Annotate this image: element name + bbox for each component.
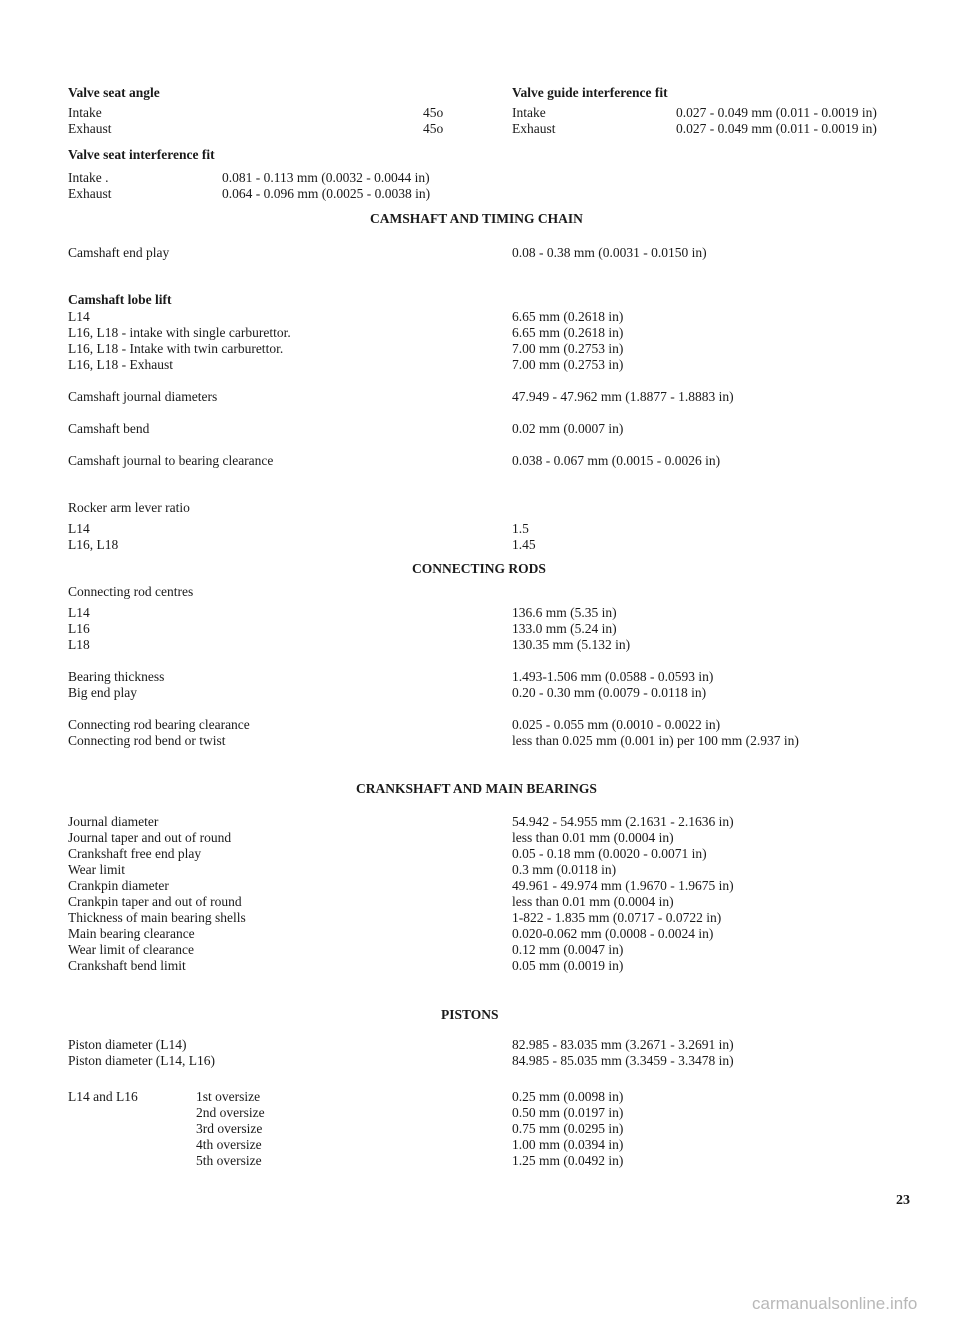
lobe-lift-label: L16, L18 - Intake with twin carburettor. xyxy=(68,341,284,356)
piston-diameter-value: 82.985 - 83.035 mm (3.2671 - 3.2691 in) xyxy=(512,1037,734,1052)
rocker-ratio-label: L16, L18 xyxy=(68,537,119,552)
crank-spec-label: Crankpin diameter xyxy=(68,878,169,893)
big-end-play-label: Big end play xyxy=(68,685,137,700)
rod-centre-label: L14 xyxy=(68,605,90,620)
rod-centre-label: L18 xyxy=(68,637,90,652)
crank-spec-label: Crankshaft bend limit xyxy=(68,958,186,973)
valve-seat-angle-exhaust-value: 45o xyxy=(423,121,444,136)
crank-spec-label: Crankshaft free end play xyxy=(68,846,202,861)
camshaft-end-play-value: 0.08 - 0.38 mm (0.0031 - 0.0150 in) xyxy=(512,245,707,260)
rod-centre-label: L16 xyxy=(68,621,90,636)
crank-spec-label: Crankpin taper and out of round xyxy=(68,894,242,909)
oversize-label: 2nd oversize xyxy=(196,1105,265,1120)
watermark: carmanualsonline.info xyxy=(752,1294,918,1313)
camshaft-clearance-value: 0.038 - 0.067 mm (0.0015 - 0.0026 in) xyxy=(512,453,721,468)
big-end-play-value: 0.20 - 0.30 mm (0.0079 - 0.0118 in) xyxy=(512,685,707,700)
valve-seat-fit-exhaust-value: 0.064 - 0.096 mm (0.0025 - 0.0038 in) xyxy=(222,186,431,201)
valve-seat-fit-intake-value: 0.081 - 0.113 mm (0.0032 - 0.0044 in) xyxy=(222,170,430,185)
valve-guide-intake-label: Intake xyxy=(512,105,546,120)
crank-spec-value: 1-822 - 1.835 mm (0.0717 - 0.0722 in) xyxy=(512,910,722,925)
rod-bearing-clearance-label: Connecting rod bearing clearance xyxy=(68,717,250,732)
rocker-ratio-value: 1.45 xyxy=(512,537,536,552)
crank-spec-value: 0.12 mm (0.0047 in) xyxy=(512,942,624,957)
oversize-value: 1.25 mm (0.0492 in) xyxy=(512,1153,624,1168)
rod-bearing-clearance-value: 0.025 - 0.055 mm (0.0010 - 0.0022 in) xyxy=(512,717,721,732)
lobe-lift-label: L16, L18 - Exhaust xyxy=(68,357,173,372)
valve-seat-angle-heading: Valve seat angle xyxy=(68,85,160,100)
piston-diameter-label: Piston diameter (L14) xyxy=(68,1037,187,1052)
connecting-rods-heading: CONNECTING RODS xyxy=(412,561,546,576)
crank-spec-label: Main bearing clearance xyxy=(68,926,195,941)
crank-spec-label: Wear limit of clearance xyxy=(68,942,194,957)
camshaft-clearance-label: Camshaft journal to bearing clearance xyxy=(68,453,274,468)
rod-centres-heading: Connecting rod centres xyxy=(68,584,194,599)
camshaft-journal-value: 47.949 - 47.962 mm (1.8877 - 1.8883 in) xyxy=(512,389,734,404)
rod-bend-label: Connecting rod bend or twist xyxy=(68,733,226,748)
rod-centre-value: 133.0 mm (5.24 in) xyxy=(512,621,617,636)
lobe-lift-value: 7.00 mm (0.2753 in) xyxy=(512,341,624,356)
oversize-label: 1st oversize xyxy=(196,1089,261,1104)
rocker-arm-heading: Rocker arm lever ratio xyxy=(68,500,190,515)
crank-spec-value: 0.3 mm (0.0118 in) xyxy=(512,862,617,877)
crank-spec-value: less than 0.01 mm (0.0004 in) xyxy=(512,894,674,909)
bearing-thickness-value: 1.493-1.506 mm (0.0588 - 0.0593 in) xyxy=(512,669,714,684)
valve-seat-fit-exhaust-label: Exhaust xyxy=(68,186,112,201)
oversize-label: 3rd oversize xyxy=(196,1121,263,1136)
crank-spec-label: Journal diameter xyxy=(68,814,159,829)
oversize-value: 0.25 mm (0.0098 in) xyxy=(512,1089,624,1104)
crank-spec-value: 0.05 - 0.18 mm (0.0020 - 0.0071 in) xyxy=(512,846,707,861)
camshaft-journal-label: Camshaft journal diameters xyxy=(68,389,218,404)
rocker-ratio-value: 1.5 xyxy=(512,521,529,536)
camshaft-section-heading: CAMSHAFT AND TIMING CHAIN xyxy=(370,211,583,226)
rod-centre-value: 136.6 mm (5.35 in) xyxy=(512,605,617,620)
rocker-ratio-label: L14 xyxy=(68,521,90,536)
piston-diameter-label: Piston diameter (L14, L16) xyxy=(68,1053,215,1068)
valve-seat-angle-exhaust-label: Exhaust xyxy=(68,121,112,136)
camshaft-lobe-lift-heading: Camshaft lobe lift xyxy=(68,292,172,307)
oversize-group-label: L14 and L16 xyxy=(68,1089,138,1104)
crank-spec-value: 49.961 - 49.974 mm (1.9670 - 1.9675 in) xyxy=(512,878,734,893)
valve-guide-intake-value: 0.027 - 0.049 mm (0.011 - 0.0019 in) xyxy=(676,105,877,120)
crank-spec-label: Journal taper and out of round xyxy=(68,830,232,845)
camshaft-end-play-label: Camshaft end play xyxy=(68,245,170,260)
oversize-value: 0.75 mm (0.0295 in) xyxy=(512,1121,624,1136)
rod-bend-value: less than 0.025 mm (0.001 in) per 100 mm (2.937 in) xyxy=(512,733,799,748)
crank-spec-value: less than 0.01 mm (0.0004 in) xyxy=(512,830,674,845)
crankshaft-heading: CRANKSHAFT AND MAIN BEARINGS xyxy=(356,781,597,796)
lobe-lift-value: 6.65 mm (0.2618 in) xyxy=(512,309,624,324)
rod-centre-value: 130.35 mm (5.132 in) xyxy=(512,637,631,652)
piston-diameter-value: 84.985 - 85.035 mm (3.3459 - 3.3478 in) xyxy=(512,1053,734,1068)
lobe-lift-value: 6.65 mm (0.2618 in) xyxy=(512,325,624,340)
oversize-value: 0.50 mm (0.0197 in) xyxy=(512,1105,624,1120)
lobe-lift-value: 7.00 mm (0.2753 in) xyxy=(512,357,624,372)
lobe-lift-label: L16, L18 - intake with single carburettor. xyxy=(68,325,291,340)
oversize-value: 1.00 mm (0.0394 in) xyxy=(512,1137,624,1152)
valve-seat-fit-intake-label: Intake . xyxy=(68,170,109,185)
camshaft-bend-label: Camshaft bend xyxy=(68,421,150,436)
crank-spec-value: 0.020-0.062 mm (0.0008 - 0.0024 in) xyxy=(512,926,714,941)
lobe-lift-label: L14 xyxy=(68,309,90,324)
crank-spec-value: 54.942 - 54.955 mm (2.1631 - 2.1636 in) xyxy=(512,814,734,829)
crank-spec-value: 0.05 mm (0.0019 in) xyxy=(512,958,624,973)
oversize-label: 5th oversize xyxy=(196,1153,262,1168)
valve-seat-fit-heading: Valve seat interference fit xyxy=(68,147,215,162)
bearing-thickness-label: Bearing thickness xyxy=(68,669,165,684)
pistons-heading: PISTONS xyxy=(441,1007,499,1022)
valve-guide-exhaust-label: Exhaust xyxy=(512,121,556,136)
valve-seat-angle-intake-value: 45o xyxy=(423,105,444,120)
valve-guide-fit-heading: Valve guide interference fit xyxy=(512,85,668,100)
oversize-label: 4th oversize xyxy=(196,1137,262,1152)
valve-seat-angle-intake-label: Intake xyxy=(68,105,102,120)
camshaft-bend-value: 0.02 mm (0.0007 in) xyxy=(512,421,624,436)
valve-guide-exhaust-value: 0.027 - 0.049 mm (0.011 - 0.0019 in) xyxy=(676,121,877,136)
page-number: 23 xyxy=(896,1193,910,1208)
crank-spec-label: Wear limit xyxy=(68,862,126,877)
crank-spec-label: Thickness of main bearing shells xyxy=(68,910,246,925)
